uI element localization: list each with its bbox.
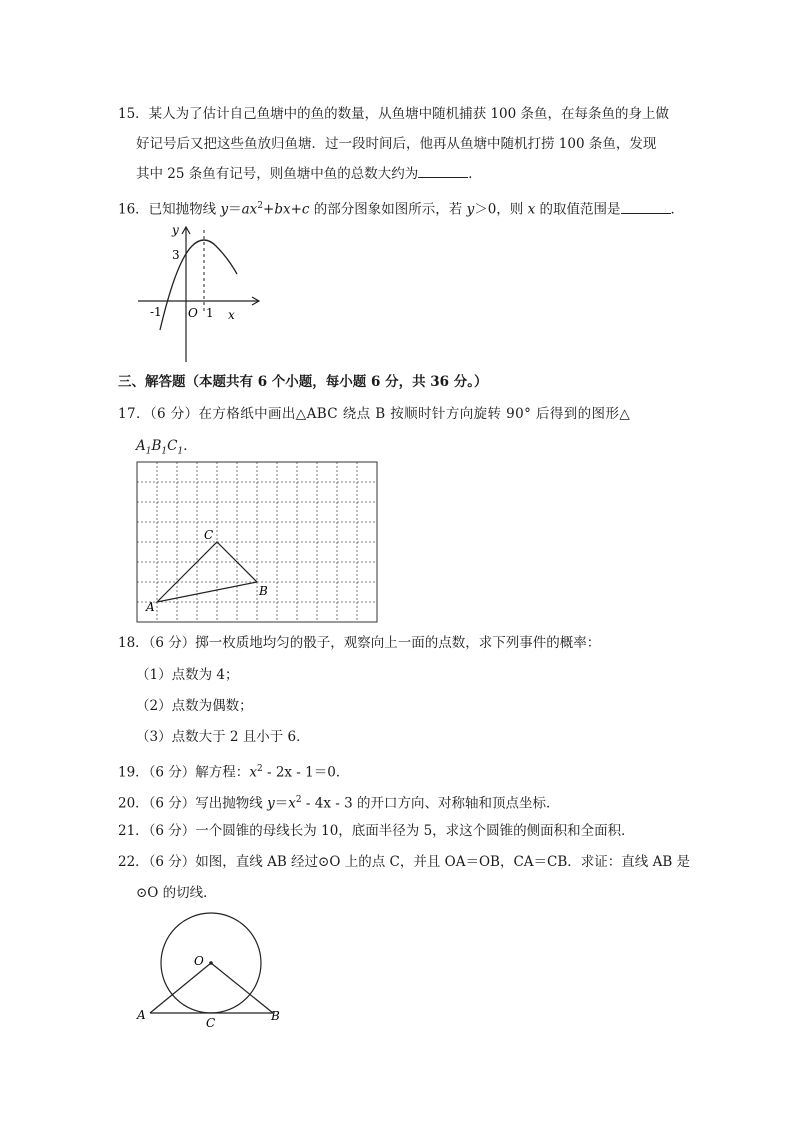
q17-grid-figure xyxy=(136,461,381,623)
q16-eq-eq: ＝ xyxy=(228,201,242,218)
q16-mid: 的部分图象如图所示，若 xyxy=(309,201,467,218)
q16-label-1: 1 xyxy=(206,306,214,320)
q17-label-C: C xyxy=(204,528,214,542)
q16-cond-x: x xyxy=(527,201,536,218)
q16-end: ． xyxy=(670,201,685,218)
q16-eq-rest: +bx+c xyxy=(263,201,310,218)
q16-label-x: x xyxy=(228,308,235,322)
q22-label-B: B xyxy=(271,1009,280,1023)
q16-stem xyxy=(118,197,684,219)
q17-line-2 xyxy=(136,437,197,461)
q22-center-dot xyxy=(209,961,213,965)
q17-a1: A xyxy=(136,438,146,454)
q18-item-1: （1）点数为 4； xyxy=(136,667,239,683)
q15-line-2: 好记号后又把这些鱼放归鱼塘．过一段时间后，他再从鱼塘中随机打捞 100 条鱼，发现 xyxy=(136,136,657,152)
q16-label-neg1: -1 xyxy=(150,305,162,319)
q19-line xyxy=(118,760,349,782)
q16-cond-y: y xyxy=(466,201,475,218)
q20-x: x xyxy=(288,795,296,812)
q20-prefix: 20．（6 分）写出抛物线 xyxy=(118,795,268,812)
q17-label-A: A xyxy=(146,600,155,614)
q16-tail: 的取值范围是 xyxy=(535,201,621,218)
q20-rest: - 4x - 3 的开口方向、对称轴和顶点坐标． xyxy=(301,795,560,812)
q22-line-1: 22．（6 分）如图，直线 AB 经过⊙O 上的点 C，并且 OA＝OB，CA＝CB．求证：直线 AB 是 xyxy=(118,854,691,870)
q16-label-y: y xyxy=(172,223,179,237)
section3-title: 三、解答题（本题共有 6 个小题，每小题 6 分，共 36 分。） xyxy=(118,374,488,390)
q16-eq-a: ax xyxy=(241,201,258,218)
q17-label-B: B xyxy=(259,584,268,598)
q15-line-3-text: 其中 25 条鱼有记号，则鱼塘中鱼的总数大约为 xyxy=(136,166,419,182)
q16-label-3: 3 xyxy=(172,248,180,262)
q15-line-3 xyxy=(136,165,482,183)
q20-sup: 2 xyxy=(295,795,302,805)
q22-label-O: O xyxy=(194,954,204,968)
q17-a1-sub: 1 xyxy=(145,446,152,457)
q20-line xyxy=(118,791,559,813)
q22-line-2: ⊙O 的切线． xyxy=(136,885,217,901)
q16-answer-blank[interactable] xyxy=(621,201,671,214)
q19-prefix: 19．（6 分）解方程： xyxy=(118,764,250,781)
q19-x: x xyxy=(249,764,257,781)
q17-grid-lines xyxy=(137,462,377,622)
q16-cond: ＞0，则 xyxy=(474,201,528,218)
q17-b1: B xyxy=(151,438,162,454)
q17-line-2-end: ． xyxy=(183,438,197,454)
q17-triangle-abc xyxy=(157,542,257,602)
q22-segment-oa xyxy=(150,963,211,1013)
q19-rest: - 2x - 1＝0． xyxy=(262,764,350,781)
q18-item-3: （3）点数大于 2 且小于 6． xyxy=(136,729,310,745)
q20-y: y xyxy=(267,795,275,812)
q21-line: 21．（6 分）一个圆锥的母线长为 10，底面半径为 5，求这个圆锥的侧面积和全面积． xyxy=(118,823,635,839)
q17-b1-sub: 1 xyxy=(161,446,168,457)
q17-line-1: 17．（6 分）在方格纸中画出△ABC 绕点 B 按顺时针方向旋转 90° 后得到的图形△ xyxy=(118,406,631,422)
q15-line-3-end: ． xyxy=(468,166,482,182)
q22-segment-ob xyxy=(211,963,273,1013)
q16-label-O: O xyxy=(188,306,198,320)
q22-circle-figure xyxy=(134,910,294,1030)
q17-c1: C xyxy=(167,438,178,454)
q17-c1-sub: 1 xyxy=(177,446,184,457)
q16-eq-sup: 2 xyxy=(257,201,264,211)
q15-line-1: 15．某人为了估计自己鱼塘中的鱼的数量，从鱼塘中随机捕获 100 条鱼，在每条鱼的身上做 xyxy=(118,106,670,122)
q15-answer-blank[interactable] xyxy=(418,165,468,178)
q19-sup: 2 xyxy=(256,764,263,774)
q20-eq: ＝ xyxy=(274,795,289,812)
q22-label-A: A xyxy=(137,1008,146,1022)
q16-prefix: 16．已知抛物线 xyxy=(118,201,221,218)
q18-line-1: 18．（6 分）掷一枚质地均匀的骰子，观察向上一面的点数，求下列事件的概率： xyxy=(118,635,601,651)
q16-eq-y: y xyxy=(220,201,229,218)
q16-parabola-graph xyxy=(130,222,270,367)
q18-item-2: （2）点数为偶数； xyxy=(136,698,253,714)
q22-label-C: C xyxy=(206,1016,216,1030)
